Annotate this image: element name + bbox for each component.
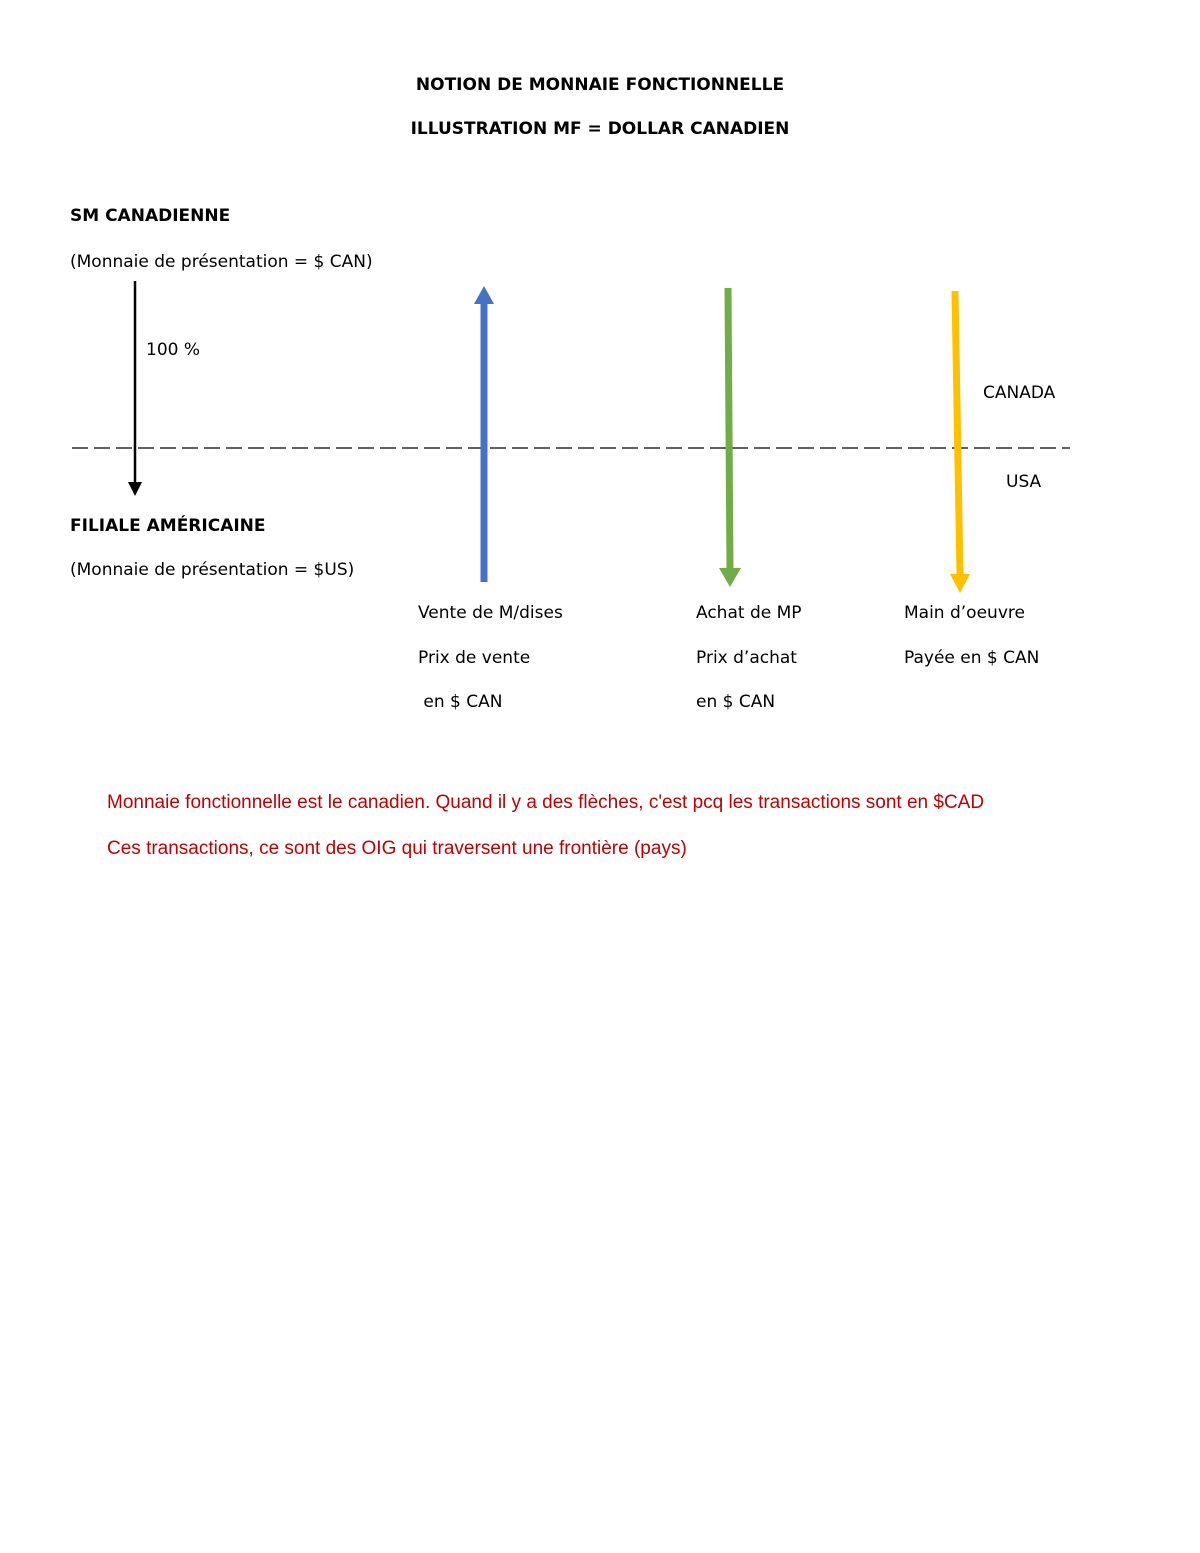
ownership-label: 100 % (146, 340, 201, 360)
parent-name: SM CANADIENNE (70, 206, 231, 226)
subsidiary-currency: (Monnaie de présentation = $US) (70, 560, 355, 580)
parent-currency: (Monnaie de présentation = $ CAN) (70, 252, 373, 272)
sale-arrow (474, 286, 494, 582)
page-title: NOTION DE MONNAIE FONCTIONNELLE (415, 75, 785, 95)
purchase-arrow (719, 288, 741, 587)
region-bottom-label: USA (1006, 472, 1042, 492)
note-line-2: Ces transactions, ce sont des OIG qui traversent une frontière (pays) (107, 838, 687, 859)
page-subtitle: ILLUSTRATION MF = DOLLAR CANADIEN (410, 119, 790, 139)
ownership-arrow (128, 281, 142, 496)
subsidiary-name: FILIALE AMÉRICAINE (70, 516, 266, 536)
labour-arrow (950, 291, 970, 593)
note-line-1: Monnaie fonctionnelle est le canadien. Quand il y a des flèches, c'est pcq les transactions sont en $CAD (107, 792, 985, 813)
region-top-label: CANADA (983, 383, 1056, 403)
